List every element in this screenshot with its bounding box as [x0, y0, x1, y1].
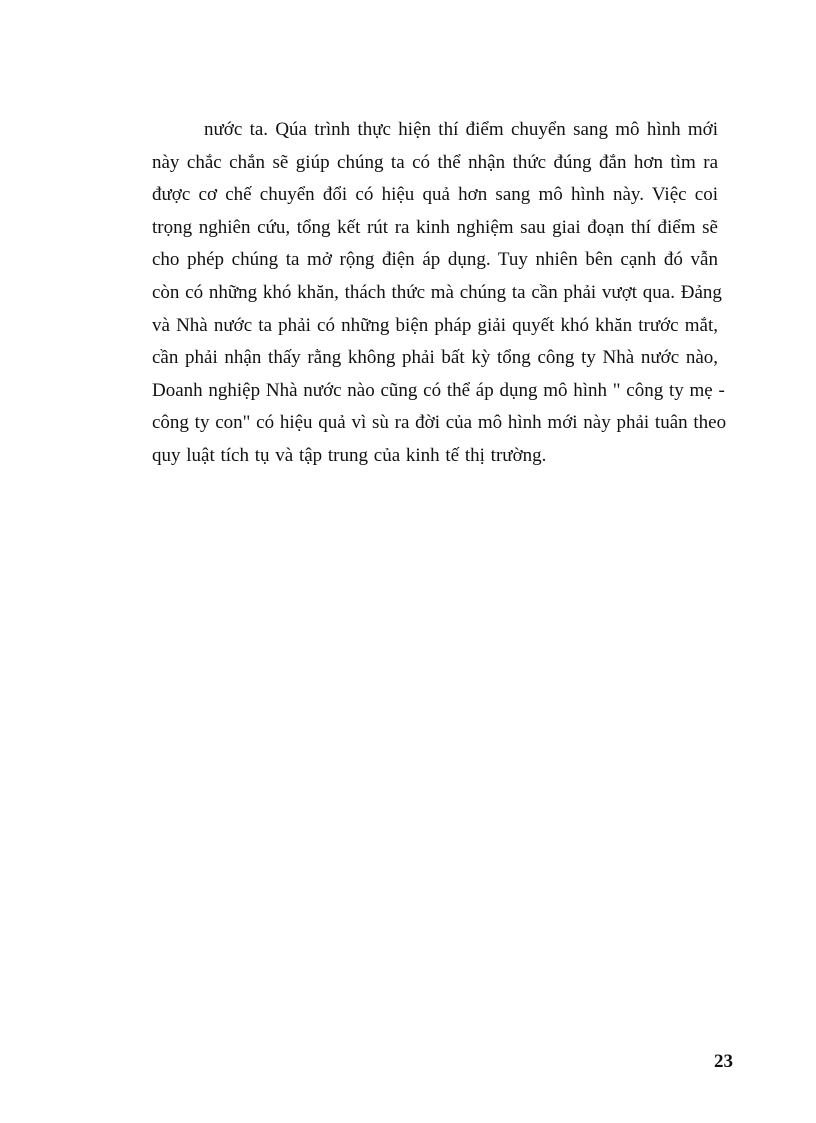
paragraph-line: trọng nghiên cứu, tổng kết rút ra kinh nghiệm sau giai đoạn thí điểm sẽ — [152, 216, 718, 238]
paragraph-line: quy luật tích tụ và tập trung của kinh tế thị trường. — [152, 444, 547, 466]
paragraph-line: nước ta. Qúa trình thực hiện thí điểm chuyển sang mô hình mới — [204, 119, 718, 140]
paragraph-line: cho phép chúng ta mở rộng điện áp dụng. Tuy nhiên bên cạnh đó vẫn — [152, 249, 718, 271]
page-number: 23 — [714, 1051, 733, 1072]
paragraph-line: được cơ chế chuyển đổi có hiệu quả hơn sang mô hình này. Việc coi — [152, 184, 718, 206]
paragraph-line: còn có những khó khăn, thách thức mà chúng ta cần phải vượt qua. Đảng — [152, 281, 722, 303]
paragraph-line: Doanh nghiệp Nhà nước nào cũng có thể áp dụng mô hình " công ty mẹ - — [152, 379, 725, 401]
paragraph-line: và Nhà nước ta phải có những biện pháp giải quyết khó khăn trước mắt, — [152, 314, 718, 336]
body-paragraph — [152, 114, 727, 473]
paragraph-line: công ty con" có hiệu quả vì sù ra đời của mô hình mới này phải tuân theo — [152, 412, 727, 434]
paragraph-line: này chắc chắn sẽ giúp chúng ta có thể nhận thức đúng đắn hơn tìm ra — [152, 151, 718, 173]
paragraph-line: cần phải nhận thấy rằng không phải bất kỳ tổng công ty Nhà nước nào, — [152, 347, 718, 369]
